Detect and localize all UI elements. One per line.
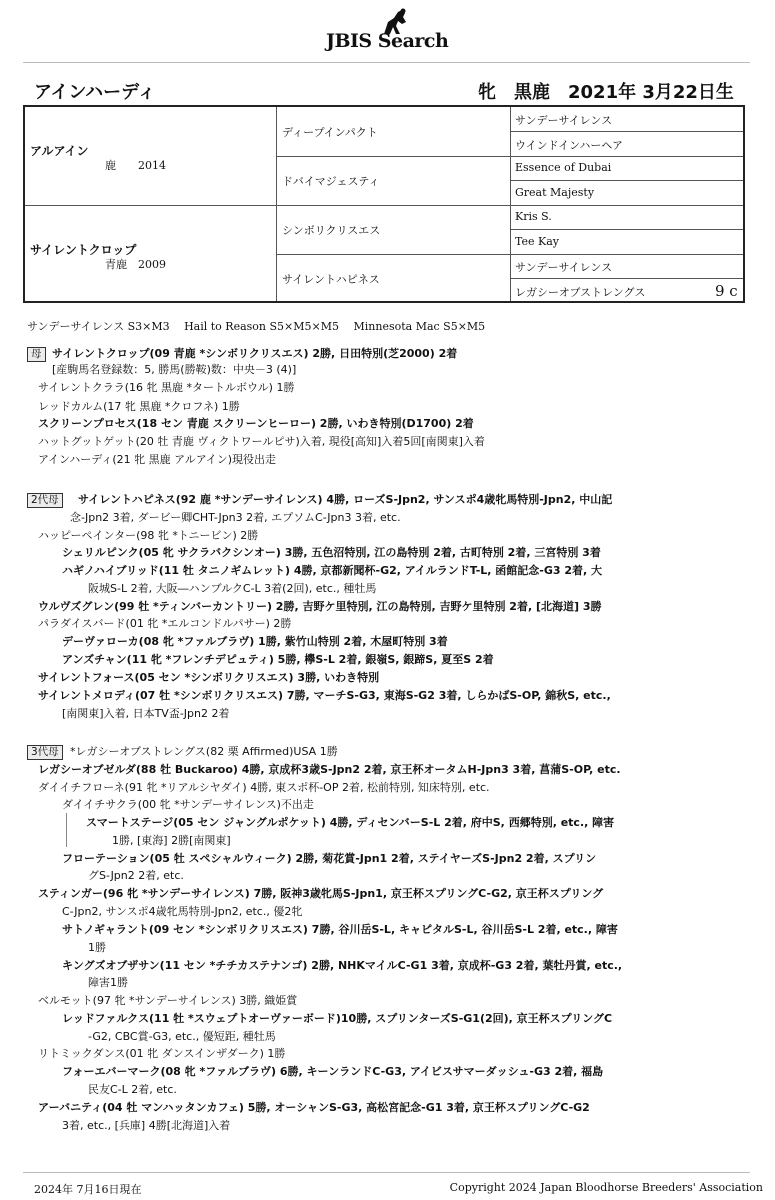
list-item: 民友C-L 2着, etc. xyxy=(88,1083,177,1096)
ped-g3-4[interactable]: Great Majesty xyxy=(515,186,595,199)
list-item: 阪城S-L 2着, 大阪―ハンブルクC-L 3着(2回), etc., 種牡馬 xyxy=(88,582,377,595)
ped-g3-3[interactable]: Essence of Dubai xyxy=(515,161,612,174)
list-item: ハッピーペインター(98 牝 *トニービン) 2勝 xyxy=(38,529,259,542)
list-item: グS-Jpn2 2着, etc. xyxy=(88,869,184,882)
horse-info: 牝 黒鹿 2021年 3月22日生 xyxy=(478,82,734,103)
ped-g2-1[interactable]: ディープインパクト xyxy=(282,126,378,139)
dam-desc: 青鹿 2009 xyxy=(105,258,166,271)
list-item: [南関東]入着, 日本TV盃-Jpn2 2着 xyxy=(62,707,230,720)
list-item: サイレントメロディ(07 牡 *シンボリクリスエス) 7勝, マーチS-G3, 東海S-G2 3着, しらかばS-OP, 錦秋S, etc., xyxy=(38,689,611,702)
ped-g3-2[interactable]: ウインドインハーヘア xyxy=(515,139,624,152)
list-item: パラダイスバード(01 牝 *エルコンドルパサー) 2勝 xyxy=(38,617,292,630)
horse-name: アインハーディ xyxy=(34,82,156,103)
list-item: ダイイチフローネ(91 牝 *リアルシヤダイ) 4勝, 東スポ杯-OP 2着, 松前特別, 知床特別, etc. xyxy=(38,781,490,794)
list-item: アインハーディ(21 牝 黒鹿 アルアイン)現役出走 xyxy=(38,453,276,466)
jbis-logo[interactable] xyxy=(326,8,466,54)
g3-tag: 3代母 xyxy=(27,745,63,760)
pedigree-table xyxy=(23,105,745,303)
list-item: ベルモット(97 牝 *サンデーサイレンス) 3勝, 織姫賞 xyxy=(38,994,298,1007)
list-item: アーバニティ(04 牡 マンハッタンカフェ) 5勝, オーシャンS-G3, 高松宮記念-G1 3着, 京王杯スプリングC-G2 xyxy=(38,1101,590,1114)
list-item: アンズチャン(11 牝 *フレンチデピュティ) 5勝, 欅S-L 2着, 銀嶺S, 銀蹄S, 夏至S 2着 xyxy=(62,653,494,666)
list-item: サイレントフォース(05 セン *シンボリクリスエス) 3勝, いわき特別 xyxy=(38,671,380,684)
inbreeding-crosses: サンデーサイレンス S3×M3 Hail to Reason S5×M5×M5 Minnesota Mac S5×M5 xyxy=(27,320,486,333)
ped-g3-1[interactable]: サンデーサイレンス xyxy=(515,114,613,127)
ped-g3-5[interactable]: Kris S. xyxy=(515,210,552,223)
list-item: ウルヴズグレン(99 牡 *ティンバーカントリー) 2勝, 吉野ケ里特別, 江の島特別, 吉野ケ里特別 2着, [北海道] 3勝 xyxy=(38,600,602,613)
list-item: キングズオブザサン(11 セン *チチカステナンゴ) 2勝, NHKマイルC-G1 3着, 京成杯-G3 2着, 葉牡丹賞, etc., xyxy=(62,959,623,972)
list-item: スマートステージ(05 セン ジャングルポケット) 4勝, ディセンバーS-L 2着, 府中S, 西郷特別, etc., 障害 xyxy=(86,816,615,829)
list-item: スクリーンプロセス(18 セン 青鹿 スクリーンヒーロー) 2勝, いわき特別(D1700) 2着 xyxy=(38,417,474,430)
ped-g3-7[interactable]: サンデーサイレンス xyxy=(515,261,613,274)
list-item: フォーエバーマーク(08 牝 *ファルブラヴ) 6勝, キーンランドC-G3, アイビスサマーダッシュ-G3 2着, 福島 xyxy=(62,1065,604,1078)
family-number: 9 c xyxy=(715,282,738,300)
list-item: スティンガー(96 牝 *サンデーサイレンス) 7勝, 阪神3歳牝馬S-Jpn1, 京王杯スプリングC-G2, 京王杯スプリング xyxy=(38,887,604,900)
list-item: リトミックダンス(01 牝 ダンスインザダーク) 1勝 xyxy=(38,1047,286,1060)
list-item: C-Jpn2, サンスポ4歳牝馬特別-Jpn2, etc., 優2牝 xyxy=(62,905,303,918)
list-item: ハギノハイブリッド(11 牡 タニノギムレット) 4勝, 京都新聞杯-G2, アイルランドT-L, 函館記念-G3 2着, 大 xyxy=(62,564,603,577)
list-item: 念-Jpn2 3着, ダービー卿CHT-Jpn3 2着, エプソムC-Jpn3 3着, etc. xyxy=(70,511,401,524)
list-item: サトノギャラント(09 セン *シンボリクリスエス) 7勝, 谷川岳S-L, キャピタルS-L, 谷川岳S-L 2着, etc., 障害 xyxy=(62,923,618,936)
list-item: フローテーション(05 牡 スペシャルウィーク) 2勝, 菊花賞-Jpn1 2着, ステイヤーズS-Jpn2 2着, スプリン xyxy=(62,852,597,865)
footer-date: 2024年 7月16日現在 xyxy=(34,1183,142,1196)
list-item: 1勝 xyxy=(88,941,106,954)
ped-g2-3[interactable]: シンボリクリスエス xyxy=(282,224,381,237)
list-item: サイレントクロップ(09 青鹿 *シンボリクリスエス) 2勝, 日田特別(芝2000) 2着 xyxy=(52,347,458,360)
list-item: デーヴァローカ(08 牝 *ファルブラヴ) 1勝, 紫竹山特別 2着, 木屋町特別 3着 xyxy=(62,635,448,648)
list-item: 3着, etc., [兵庫] 4勝[北海道]入着 xyxy=(62,1119,231,1132)
header-divider xyxy=(23,62,750,63)
list-item: -G2, CBC賞-G3, etc., 優短距, 種牡馬 xyxy=(88,1030,276,1043)
list-item: シェリルピンク(05 牝 サクラバクシンオー) 3勝, 五色沼特別, 江の島特別 2着, 古町特別 2着, 三宮特別 3着 xyxy=(62,546,601,559)
footer-copyright: Copyright 2024 Japan Bloodhorse Breeders' Association xyxy=(449,1181,763,1194)
list-item: [産駒馬名登録数：5, 勝馬(勝鞍)数：中央－3 (4)] xyxy=(52,363,297,376)
list-item: 1勝, [東海] 2勝[南関東] xyxy=(112,834,231,847)
list-item: サイレントハピネス(92 鹿 *サンデーサイレンス) 4勝, ローズS-Jpn2, サンスポ4歳牝馬特別-Jpn2, 中山記 xyxy=(78,493,613,506)
g3-section-tag xyxy=(27,745,73,760)
logo-text: JBIS Search xyxy=(326,30,449,52)
list-item: ハットグットゲット(20 牡 青鹿 ヴィクトワールピサ)入着, 現役[高知]入着5回[南関東]入着 xyxy=(38,435,485,448)
list-item: サイレントクララ(16 牝 黒鹿 *タートルボウル) 1勝 xyxy=(38,381,295,394)
dam-tag: 母 xyxy=(27,347,46,362)
ped-g3-8[interactable]: レガシーオブストレングス xyxy=(515,286,646,299)
g2-tag: 2代母 xyxy=(27,493,63,508)
tree-connector xyxy=(66,813,67,847)
list-item: レガシーオブゼルダ(88 牡 Buckaroo) 4勝, 京成杯3歳S-Jpn2 2着, 京王杯オータムH-Jpn3 3着, 菖蒲S-OP, etc. xyxy=(38,763,621,776)
footer-divider xyxy=(23,1172,750,1173)
list-item: 障害1勝 xyxy=(88,976,128,989)
list-item: レッドファルクス(11 牡 *スウェプトオーヴァーボード)10勝, スプリンターズS-G1(2回), 京王杯スプリングC xyxy=(62,1012,613,1025)
dam-name[interactable]: サイレントクロップ xyxy=(30,243,137,257)
ped-g2-4[interactable]: サイレントハピネス xyxy=(282,273,380,286)
list-item: *レガシーオブストレングス(82 栗 Affirmed)USA 1勝 xyxy=(70,745,338,758)
sire-name[interactable]: アルアイン xyxy=(30,144,89,158)
ped-g3-6[interactable]: Tee Kay xyxy=(515,235,559,248)
sire-desc: 鹿 2014 xyxy=(105,159,166,172)
list-item: ダイイチサクラ(00 牝 *サンデーサイレンス)不出走 xyxy=(62,798,314,811)
list-item: レッドカルム(17 牝 黒鹿 *クロフネ) 1勝 xyxy=(38,400,240,413)
ped-g2-2[interactable]: ドバイマジェスティ xyxy=(282,175,380,188)
g2-section-tag xyxy=(27,493,73,508)
